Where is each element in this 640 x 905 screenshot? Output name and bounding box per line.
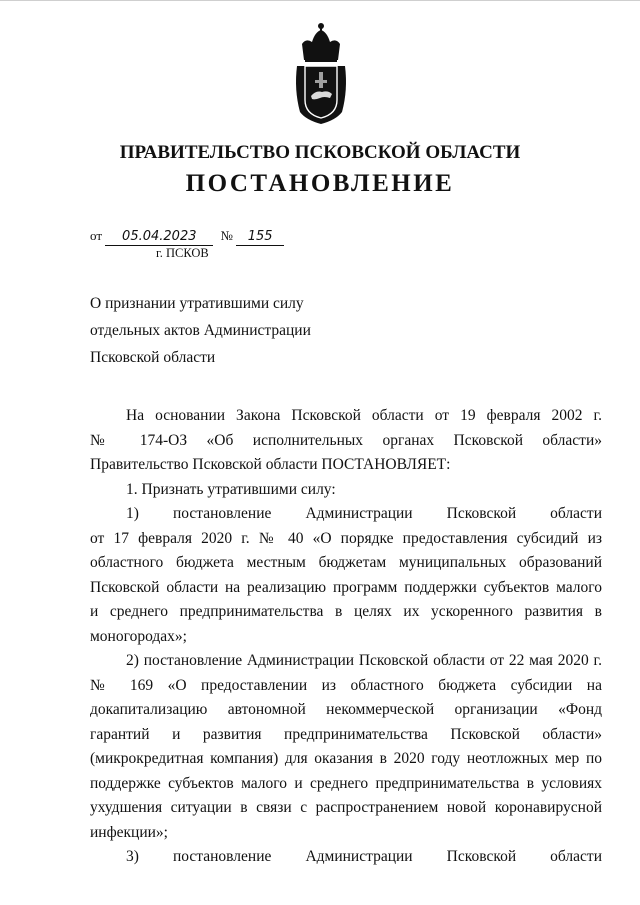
body-line: На основании Закона Псковской области от 19 февраля 2002 г. bbox=[126, 407, 602, 424]
body-line: моногородах»; bbox=[90, 627, 187, 645]
body-line: поддержке субъектов малого и среднего предпринимательства в условиях bbox=[90, 774, 602, 792]
body-line: и среднего предпринимательства в целях их ускоренного развития в bbox=[90, 603, 602, 620]
body-line: инфекции»; bbox=[90, 823, 168, 841]
body-line: областного бюджета местным бюджетам муниципальных образований bbox=[90, 554, 602, 571]
document-type-title: ПОСТАНОВЛЕНИЕ bbox=[185, 170, 455, 197]
organization-title: ПРАВИТЕЛЬСТВО ПСКОВСКОЙ ОБЛАСТИ bbox=[119, 142, 521, 163]
number-label: № bbox=[220, 228, 233, 243]
document-body bbox=[90, 404, 602, 870]
subject-line: О признании утратившими силу bbox=[90, 295, 304, 312]
body-line: от 17 февраля 2020 г. № 40 «О порядке предоставления субсидий из bbox=[90, 529, 602, 547]
body-line: 2) постановление Администрации Псковской области от 22 мая 2020 г. bbox=[126, 652, 602, 669]
body-line: 3) постановление Администрации Псковской области bbox=[126, 848, 602, 865]
date-value: 05.04.2023 bbox=[105, 229, 213, 246]
body-line: № 169 «О предоставлении из областного бюджета субсидии на bbox=[90, 676, 602, 694]
date-label: от bbox=[90, 228, 103, 243]
body-line: гарантий и развития предпринимательства Псковской области» bbox=[90, 725, 602, 743]
number-value: 155 bbox=[236, 229, 284, 246]
body-line: ухудшения ситуации в связи с распространением новой коронавирусной bbox=[90, 799, 602, 816]
body-line: Псковской области на реализацию программ поддержки субъектов малого bbox=[90, 578, 602, 596]
subject-line: отдельных актов Администрации bbox=[90, 322, 311, 339]
document-meta bbox=[90, 228, 284, 246]
document-subject bbox=[90, 290, 370, 371]
scan-edge bbox=[0, 0, 640, 1]
body-line: (микрокредитная компания) для оказания в 2020 году неотложных мер по bbox=[90, 750, 602, 767]
body-line: 1) постановление Администрации Псковской области bbox=[126, 505, 602, 522]
city-line: г. ПСКОВ bbox=[156, 246, 209, 260]
body-line: Правительство Псковской области ПОСТАНОВЛЯЕТ: bbox=[90, 456, 451, 473]
pskov-coat-of-arms-icon bbox=[292, 20, 350, 124]
body-line: 1. Признать утратившими силу: bbox=[126, 480, 336, 498]
subject-line: Псковской области bbox=[90, 349, 216, 366]
body-line: докапитализацию автономной некоммерческой организации «Фонд bbox=[90, 701, 602, 718]
body-line: № 174-ОЗ «Об исполнительных органах Псковской области» bbox=[90, 431, 602, 449]
